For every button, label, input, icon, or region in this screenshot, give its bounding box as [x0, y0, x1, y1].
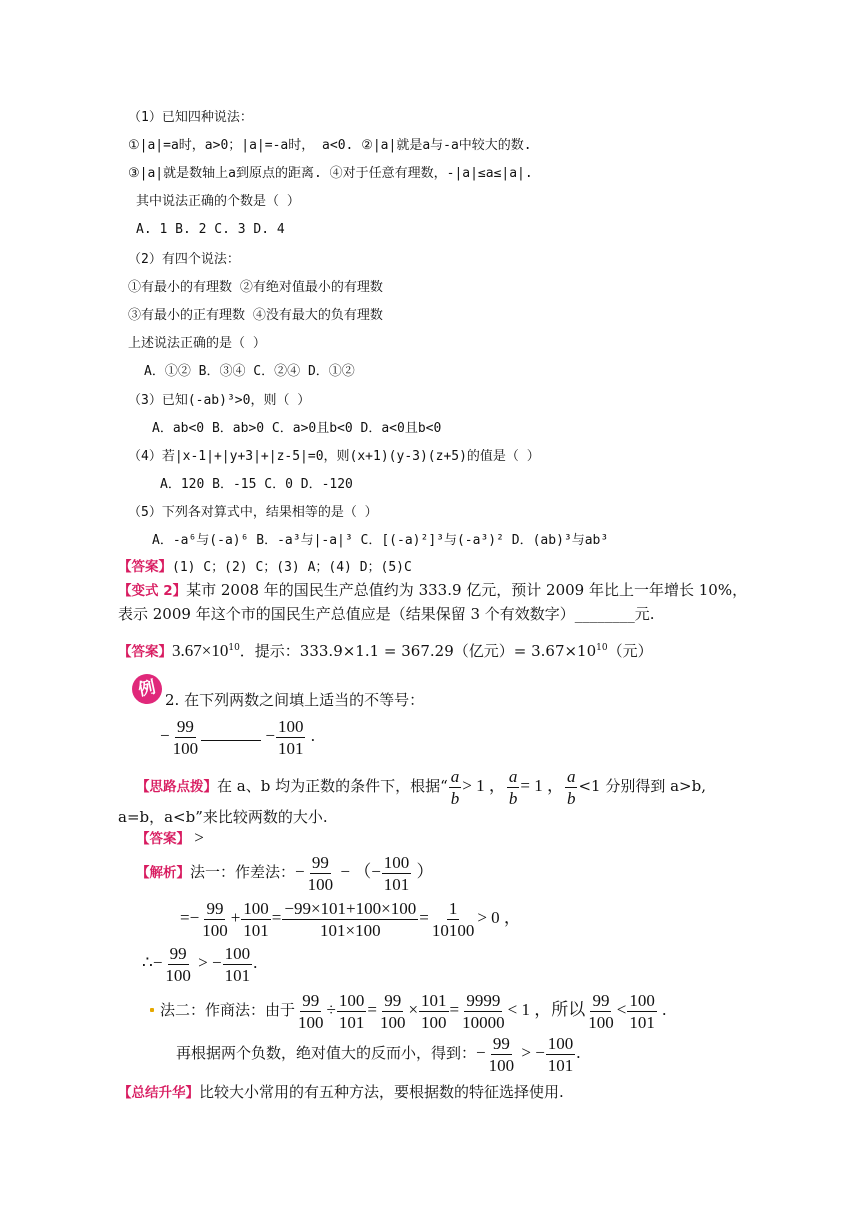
answer2-exponent-2: 10	[596, 643, 608, 653]
q3-options: A．ab<0 B．ab>0 C．a>0且b<0 D．a<0且b<0	[152, 421, 442, 436]
analysis-line2: =− $\frac{99}{100}$ + $\frac{100}{101}$ = $\frac{-99\times 101+100\times 100}{101\times 100}$ = $\frac{1}{10100}$ > 0 ，	[180, 898, 521, 940]
q5-options: A．-a⁶与(-a)⁶ B．-a³与|-a|³ C．[(-a)²]³与(-a³)² D．(ab)³与ab³	[152, 533, 609, 548]
fraction-99-100: $\frac{99}{100}$	[172, 716, 199, 758]
tip-line1: 【思路点拨】在 a、b 均为正数的条件下，根据“ $\frac{a}{b}$ > 1 ， $\frac{a}{b}$ = 1 ， $\frac{a}{b}$ <1 分别得到 a>b,	[136, 766, 706, 808]
variant-2-line2: 表示 2009 年这个市的国民生产总值应是（结果保留 3 个有效数字）________元.	[118, 605, 655, 623]
variant-2-line1	[118, 580, 747, 601]
analysis-line3: ∴− $\frac{99}{100}$ > − $\frac{100}{101}$ .	[142, 943, 258, 985]
variant-text-1: 某市 2008 年的国民生产总值约为 333.9 亿元，预计 2009 年比上一年增长 10%，	[186, 581, 748, 599]
method2-label: 法二：作商法：由于	[160, 1001, 296, 1019]
tip-line2: a=b，a<b”来比较两数的大小.	[118, 808, 328, 826]
q2-heading: （2）有四个说法：	[128, 252, 240, 267]
q2-options: A．①② B．③④ C．②④ D．①②	[144, 364, 355, 379]
method1-label: 法一：作差法：	[190, 863, 296, 881]
analysis-line1: 【解析】法一：作差法：− $\frac{99}{100}$ − （− $\frac{100}{101}$ ）	[136, 852, 434, 894]
q2-question: 上述说法正确的是（ ）	[128, 336, 266, 351]
example-badge-icon: 例	[129, 671, 165, 707]
analysis-line4: 法二：作商法：由于 $\frac{99}{100}$ ÷ $\frac{100}{101}$ = $\frac{99}{100}$ × $\frac{101}{100}$ = $\frac{9999}{10000}$ < 1 ，所以 $\frac{99}{100}$ < $\frac{100}{101}$ .	[160, 990, 667, 1032]
example-title: 2. 在下列两数之间填上适当的不等号：	[165, 691, 425, 709]
answer2-unit: （元）	[607, 642, 653, 660]
q1-options: A. 1 B. 2 C. 3 D. 4	[136, 222, 285, 237]
answer2-hint: ．提示：333.9×1.1 = 367.29（亿元）= 3.67×10	[239, 642, 597, 660]
q1-statements-12: ①|a|=a时，a>0；|a|=-a时， a<0. ②|a|就是a与-a中较大的数.	[128, 138, 532, 153]
fraction-100-101: $\frac{100}{101}$	[277, 716, 304, 758]
q1-statements-34: ③|a|就是数轴上a到原点的距离. ④对于任意有理数，-|a|≤a≤|a|.	[128, 166, 533, 181]
q1-question: 其中说法正确的个数是（ ）	[136, 194, 300, 209]
tip-tag: 【思路点拨】	[136, 779, 217, 795]
answer2-value: 3.67×10	[172, 641, 229, 660]
answer-1	[118, 557, 412, 578]
answer-tag: 【答案】	[118, 559, 172, 575]
variant-tag: 【变式 2】	[118, 583, 187, 599]
q3-heading: （3）已知(-ab)³>0，则（ ）	[128, 393, 311, 408]
answer3-tag: 【答案】	[136, 831, 190, 847]
q1-heading: （1）已知四种说法：	[128, 110, 253, 125]
summary-text: 比较大小常用的有五种方法，要根据数的特征选择使用.	[199, 1083, 564, 1101]
summary-tag: 【总结升华】	[118, 1085, 199, 1101]
highlight-mark	[150, 1008, 154, 1012]
answer-2	[118, 638, 653, 662]
answer2-tag: 【答案】	[118, 644, 172, 660]
answer2-exponent: 10	[228, 643, 240, 653]
summary	[118, 1082, 564, 1103]
q2-statements-34: ③有最小的正有理数 ④没有最大的负有理数	[128, 308, 383, 323]
analysis-tag: 【解析】	[136, 865, 190, 881]
q2-statements-12: ①有最小的有理数 ②有绝对值最小的有理数	[128, 280, 383, 295]
example-expression: − $\frac{99}{100}$ − $\frac{100}{101}$ .	[160, 716, 315, 758]
answer-blank	[201, 740, 261, 741]
q5-heading: （5）下列各对算式中，结果相等的是（ ）	[128, 505, 378, 520]
q4-heading: （4）若|x-1|+|y+3|+|z-5|=0，则(x+1)(y-3)(z+5)的值是（ ）	[128, 449, 540, 464]
analysis-line5: 再根据两个负数，绝对值大的反而小，得到：− $\frac{99}{100}$ > − $\frac{100}{101}$ .	[176, 1033, 581, 1075]
answer3-text: >	[190, 828, 204, 847]
answer-3	[136, 828, 204, 849]
q4-options: A．120 B．-15 C．0 D．-120	[160, 477, 353, 492]
conclusion-text: 再根据两个负数，绝对值大的反而小，得到：	[176, 1044, 477, 1062]
answer-text: (1) C；(2) C；(3) A；(4) D；(5)C	[172, 560, 412, 575]
tip-text: 在 a、b 均为正数的条件下，根据“	[217, 777, 448, 795]
